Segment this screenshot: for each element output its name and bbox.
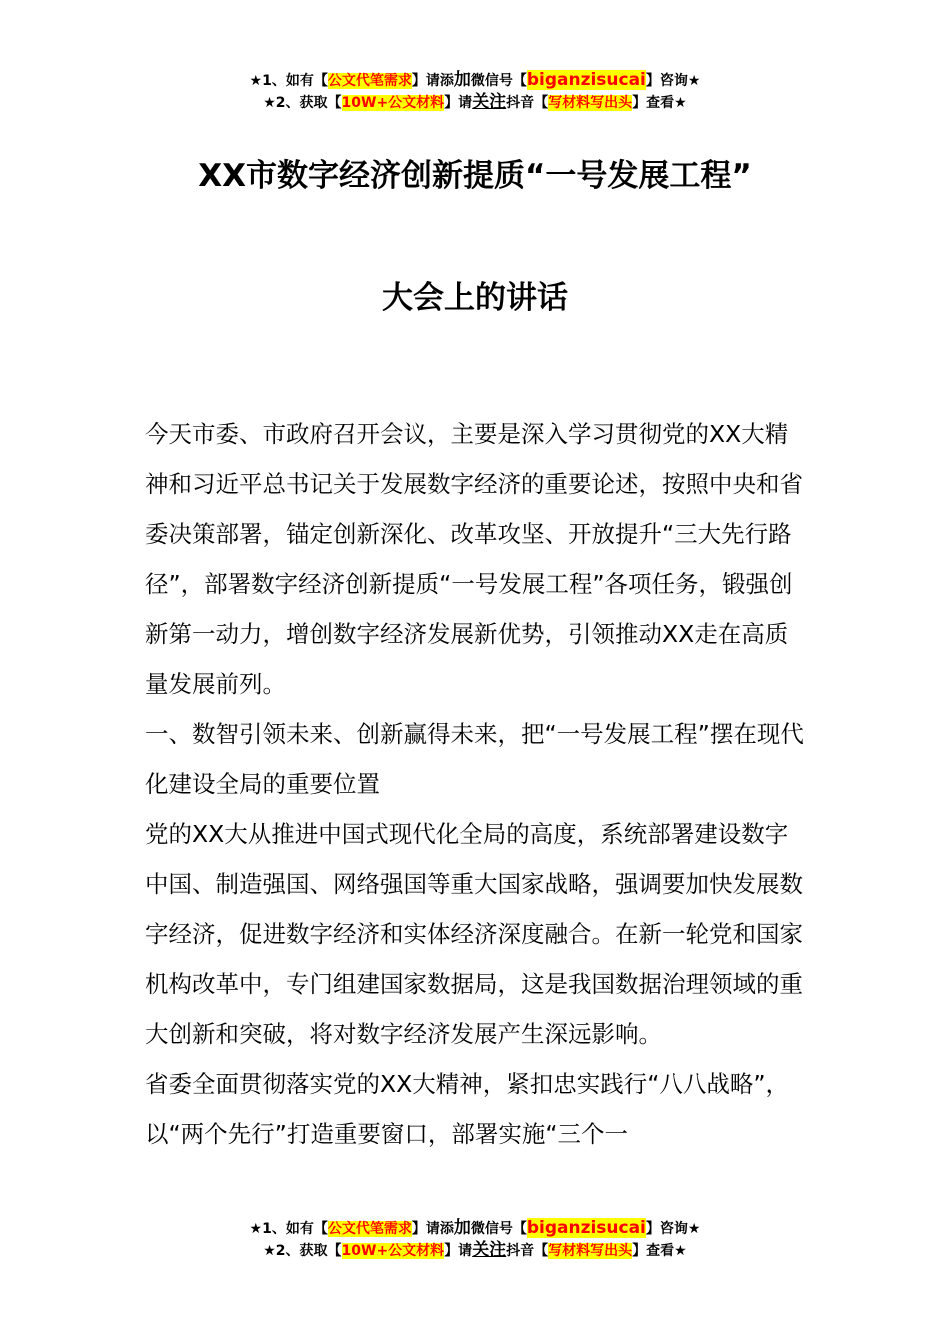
promo-wechat-id: biganzisucai xyxy=(526,70,646,90)
paragraph-body: 党的XX大从推进中国式现代化全局的高度，系统部署建设数字中国、制造强国、网络强国等重大国家战略，强调要加快发展数字经济，促进数字经济和实体经济深度融合。在新一轮党和国家机构改革中，专门组建国家数据局，这是我国数据治理领域的重大创新和突破，将对数字经济发展产生深远影响。 xyxy=(145,820,803,1048)
document-body xyxy=(145,409,809,1159)
footer-promo-banner xyxy=(0,1218,950,1262)
section-heading-1: 一、数智引领未来、创新赢得未来，把“一号发展工程”摆在现代化建设全局的重要位置 xyxy=(145,720,804,798)
promo-tag-materials: 10W+公文材料 xyxy=(341,95,445,111)
paragraph-body: 省委全面贯彻落实党的XX大精神，紧扣忠实践行“八八战略”，以“两个先行”打造重要窗口，部署实施“三个一 xyxy=(145,1070,790,1148)
promo-tag-ghostwriting: 公文代笔需求 xyxy=(327,73,412,89)
promo-line-2: ★2、获取【10W+公文材料】请关注抖音【写材料写出头】查看★ xyxy=(263,1240,687,1260)
promo-wechat-id: biganzisucai xyxy=(526,1218,646,1238)
document-title-line-2: 大会上的讲话 xyxy=(382,280,568,316)
promo-line-1: ★1、如有【公文代笔需求】请添加微信号【biganzisucai】咨询★ xyxy=(249,70,701,90)
promo-douyin-account: 写材料写出头 xyxy=(548,1243,633,1259)
promo-douyin-account: 写材料写出头 xyxy=(548,95,633,111)
promo-line-2: ★2、获取【10W+公文材料】请关注抖音【写材料写出头】查看★ xyxy=(263,92,687,112)
promo-tag-ghostwriting: 公文代笔需求 xyxy=(327,1221,412,1237)
promo-tag-materials: 10W+公文材料 xyxy=(341,1243,445,1259)
document-title-line-1: XX市数字经济创新提质“一号发展工程” xyxy=(198,158,752,194)
header-promo-banner xyxy=(0,70,950,114)
paragraph-intro: 今天市委、市政府召开会议，主要是深入学习贯彻党的XX大精神和习近平总书记关于发展数字经济的重要论述，按照中央和省委决策部署，锚定创新深化、改革攻坚、开放提升“三大先行路径”，部署数字经济创新提质“一号发展工程”各项任务，锻强创新第一动力，增创数字经济发展新优势，引领推动XX走在高质量发展前列。 xyxy=(145,420,803,698)
promo-line-1: ★1、如有【公文代笔需求】请添加微信号【biganzisucai】咨询★ xyxy=(249,1218,701,1238)
